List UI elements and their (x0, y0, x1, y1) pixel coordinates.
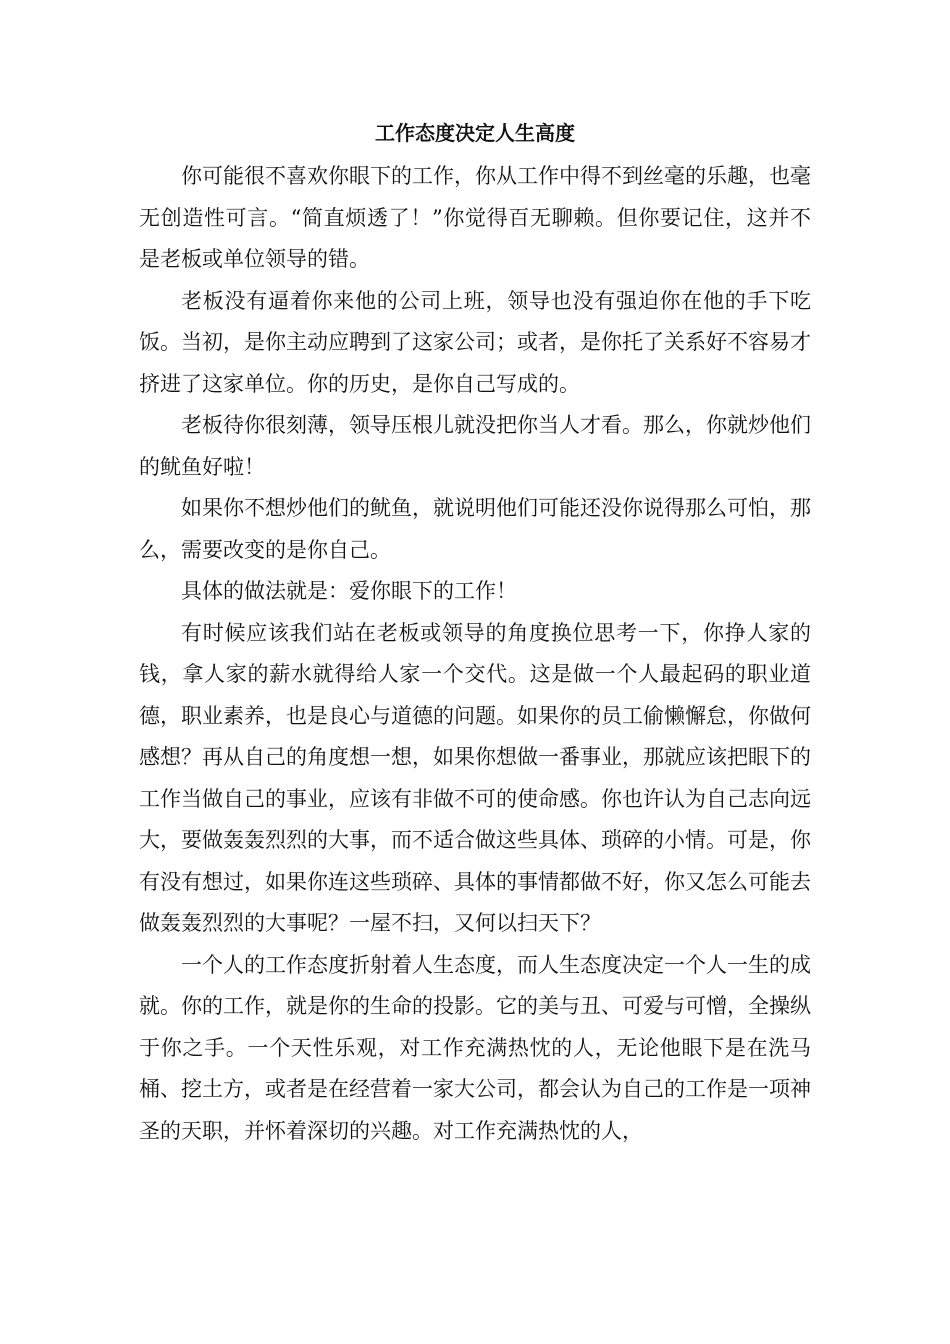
paragraph: 老板待你很刻薄，领导压根儿就没把你当人才看。那么，你就炒他们的鱿鱼好啦！ (139, 413, 811, 479)
document-title: 工作态度决定人生高度 (375, 121, 575, 145)
paragraph: 有时候应该我们站在老板或领导的角度换位思考一下，你挣人家的钱，拿人家的薪水就得给人家一个交代。这是做一个人最起码的职业道德，职业素养，也是良心与道德的问题。如果你的员工偷懒懈怠，你做何感想？再从自己的角度想一想，如果你想做一番事业，那就应该把眼下的工作当做自己的事业，应该有非做不可的使命感。你也许认为自己志向远大，要做轰轰烈烈的大事，而不适合做这些具体、琐碎的小情。可是，你有没有想过，如果你连这些琐碎、具体的事情都做不好，你又怎么可能去做轰轰烈烈的大事呢？一屋不扫，又何以扫天下？ (139, 620, 811, 935)
paragraph: 你可能很不喜欢你眼下的工作，你从工作中得不到丝毫的乐趣，也毫无创造性可言。“简直烦透了！”你觉得百无聊赖。但你要记住，这并不是老板或单位领导的错。 (139, 164, 811, 271)
paragraph: 一个人的工作态度折射着人生态度，而人生态度决定一个人一生的成就。你的工作，就是你的生命的投影。它的美与丑、可爱与可憎，全操纵于你之手。一个天性乐观，对工作充满热忱的人，无论他眼下是在洗马桶、挖土方，或者是在经营着一家大公司，都会认为自己的工作是一项神圣的天职，并怀着深切的兴趣。对工作充满热忱的人， (139, 952, 811, 1143)
document-body (139, 156, 811, 1152)
paragraph: 具体的做法就是：爱你眼下的工作！ (181, 579, 517, 603)
paragraph: 如果你不想炒他们的鱿鱼，就说明他们可能还没你说得那么可怕，那么，需要改变的是你自己。 (139, 496, 811, 562)
paragraph: 老板没有逼着你来他的公司上班，领导也没有强迫你在他的手下吃饭。当初，是你主动应聘到了这家公司；或者，是你托了关系好不容易才挤进了这家单位。你的历史，是你自己写成的。 (139, 288, 811, 396)
